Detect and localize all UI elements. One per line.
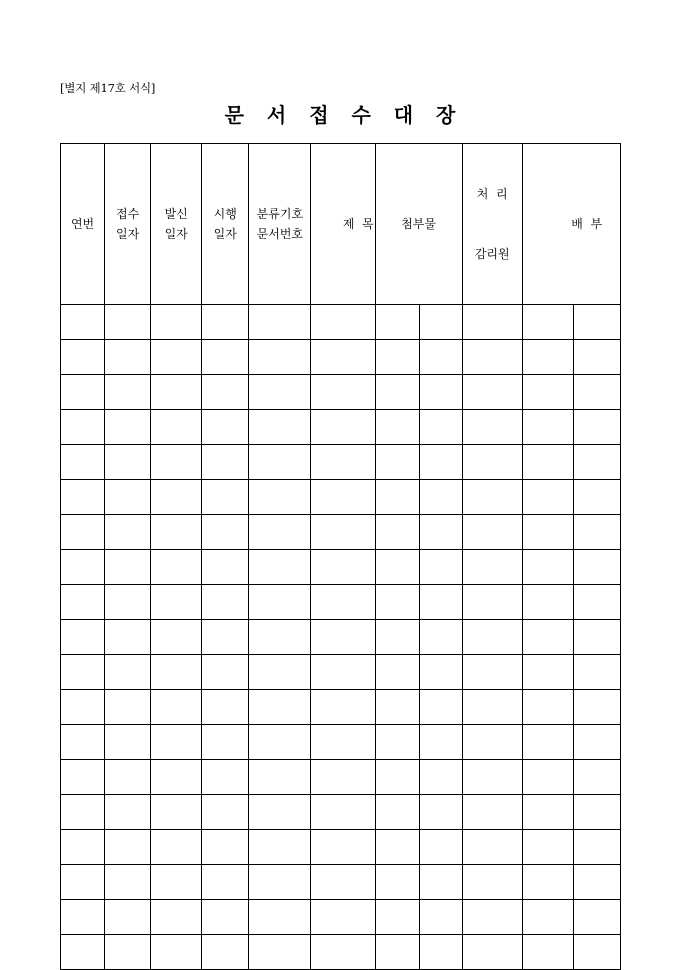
table-cell[interactable]: [105, 690, 151, 725]
table-row: [61, 795, 621, 830]
table-cell[interactable]: [311, 340, 375, 375]
table-cell[interactable]: [419, 935, 462, 970]
table-cell[interactable]: [522, 865, 573, 900]
header-effective-date: [202, 144, 249, 305]
table-cell[interactable]: [202, 620, 249, 655]
table-cell[interactable]: [419, 760, 462, 795]
table-cell[interactable]: [61, 305, 105, 340]
table-cell[interactable]: [249, 725, 311, 760]
table-cell[interactable]: [462, 865, 522, 900]
table-row: [61, 900, 621, 935]
table-cell[interactable]: [311, 410, 375, 445]
table-cell[interactable]: [249, 410, 311, 445]
table-cell[interactable]: [419, 515, 462, 550]
table-cell[interactable]: [105, 795, 151, 830]
table-cell[interactable]: [311, 550, 375, 585]
table-cell[interactable]: [202, 830, 249, 865]
header-subject: [311, 144, 375, 305]
table-cell[interactable]: [249, 515, 311, 550]
table-cell[interactable]: [61, 340, 105, 375]
table-cell[interactable]: [311, 725, 375, 760]
table-cell[interactable]: [573, 900, 620, 935]
table-cell[interactable]: [462, 795, 522, 830]
table-cell[interactable]: [105, 830, 151, 865]
table-cell[interactable]: [375, 620, 419, 655]
table-cell[interactable]: [462, 655, 522, 690]
table-cell[interactable]: [311, 655, 375, 690]
table-cell[interactable]: [202, 690, 249, 725]
table-cell[interactable]: [522, 620, 573, 655]
table-row: [61, 550, 621, 585]
table-cell[interactable]: [151, 515, 202, 550]
table-row: [61, 585, 621, 620]
table-cell[interactable]: [462, 550, 522, 585]
table-cell[interactable]: [249, 620, 311, 655]
table-cell[interactable]: [419, 550, 462, 585]
table-cell[interactable]: [151, 620, 202, 655]
table-cell[interactable]: [522, 305, 573, 340]
table-cell[interactable]: [151, 480, 202, 515]
table-cell[interactable]: [202, 655, 249, 690]
table-cell[interactable]: [151, 725, 202, 760]
table-cell[interactable]: [61, 620, 105, 655]
table-cell[interactable]: [573, 375, 620, 410]
table-cell[interactable]: [202, 515, 249, 550]
table-cell[interactable]: [573, 515, 620, 550]
table-cell[interactable]: [573, 935, 620, 970]
table-cell[interactable]: [419, 410, 462, 445]
table-cell[interactable]: [202, 445, 249, 480]
table-cell[interactable]: [462, 410, 522, 445]
table-row: [61, 305, 621, 340]
table-cell[interactable]: [105, 585, 151, 620]
header-sent-date-line1: 발신: [164, 207, 188, 221]
table-cell[interactable]: [311, 620, 375, 655]
table-cell[interactable]: [202, 760, 249, 795]
table-cell[interactable]: [202, 480, 249, 515]
table-cell[interactable]: [61, 900, 105, 935]
table-cell[interactable]: [151, 690, 202, 725]
table-cell[interactable]: [573, 445, 620, 480]
table-cell[interactable]: [202, 340, 249, 375]
table-cell[interactable]: [462, 830, 522, 865]
table-cell[interactable]: [61, 725, 105, 760]
table-cell[interactable]: [151, 830, 202, 865]
form-number-label: [별지 제17호 서식]: [60, 81, 156, 95]
table-cell[interactable]: [151, 655, 202, 690]
table-cell[interactable]: [61, 830, 105, 865]
table-cell[interactable]: [311, 375, 375, 410]
table-cell[interactable]: [419, 445, 462, 480]
table-cell[interactable]: [202, 410, 249, 445]
table-cell[interactable]: [375, 900, 419, 935]
table-cell[interactable]: [202, 795, 249, 830]
table-cell[interactable]: [522, 585, 573, 620]
table-cell[interactable]: [311, 865, 375, 900]
table-cell[interactable]: [61, 690, 105, 725]
table-cell[interactable]: [105, 865, 151, 900]
table-cell[interactable]: [105, 305, 151, 340]
header-classification-line2: 문서번호: [256, 227, 304, 241]
table-cell[interactable]: [202, 375, 249, 410]
table-cell[interactable]: [375, 410, 419, 445]
table-cell[interactable]: [249, 480, 311, 515]
document-title: 문 서 접 수 대 장: [224, 103, 464, 127]
table-cell[interactable]: [249, 690, 311, 725]
table-cell[interactable]: [375, 445, 419, 480]
table-cell[interactable]: [249, 550, 311, 585]
table-cell[interactable]: [462, 445, 522, 480]
table-cell[interactable]: [311, 480, 375, 515]
table-cell[interactable]: [249, 655, 311, 690]
table-cell[interactable]: [573, 865, 620, 900]
table-cell[interactable]: [375, 340, 419, 375]
table-cell[interactable]: [522, 515, 573, 550]
table-cell[interactable]: [249, 760, 311, 795]
table-cell[interactable]: [462, 690, 522, 725]
table-cell[interactable]: [61, 445, 105, 480]
header-serial-number: [61, 144, 105, 305]
table-cell[interactable]: [375, 550, 419, 585]
table-cell[interactable]: [522, 375, 573, 410]
table-cell[interactable]: [249, 830, 311, 865]
table-cell[interactable]: [311, 900, 375, 935]
table-cell[interactable]: [462, 375, 522, 410]
header-receipt-date-line1: 접수: [116, 207, 140, 221]
table-cell[interactable]: [522, 550, 573, 585]
table-cell[interactable]: [522, 935, 573, 970]
table-cell[interactable]: [375, 305, 419, 340]
document-receipt-register-table: [60, 143, 621, 970]
table-cell[interactable]: [522, 690, 573, 725]
header-receipt-date: [105, 144, 151, 305]
table-cell[interactable]: [522, 410, 573, 445]
table-cell[interactable]: [375, 655, 419, 690]
table-cell[interactable]: [522, 725, 573, 760]
table-cell[interactable]: [375, 375, 419, 410]
table-cell[interactable]: [61, 795, 105, 830]
table-cell[interactable]: [573, 795, 620, 830]
table-cell[interactable]: [375, 515, 419, 550]
table-cell[interactable]: [151, 585, 202, 620]
table-row: [61, 410, 621, 445]
table-cell[interactable]: [61, 410, 105, 445]
table-cell[interactable]: [522, 445, 573, 480]
table-cell[interactable]: [419, 865, 462, 900]
header-distribution-label: 배 부: [571, 217, 603, 231]
table-cell[interactable]: [573, 725, 620, 760]
table-cell[interactable]: [375, 480, 419, 515]
table-cell[interactable]: [375, 865, 419, 900]
table-cell[interactable]: [462, 725, 522, 760]
table-cell[interactable]: [462, 620, 522, 655]
table-cell[interactable]: [151, 305, 202, 340]
table-cell[interactable]: [419, 305, 462, 340]
table-cell[interactable]: [249, 585, 311, 620]
table-cell[interactable]: [311, 515, 375, 550]
table-cell[interactable]: [249, 935, 311, 970]
header-subject-label: 제 목: [342, 217, 374, 231]
table-cell[interactable]: [202, 725, 249, 760]
table-cell[interactable]: [105, 515, 151, 550]
table-cell[interactable]: [311, 935, 375, 970]
table-cell[interactable]: [573, 760, 620, 795]
header-processing-supervisor: [462, 144, 522, 305]
table-cell[interactable]: [462, 935, 522, 970]
table-cell[interactable]: [61, 760, 105, 795]
table-cell[interactable]: [105, 410, 151, 445]
table-cell[interactable]: [105, 935, 151, 970]
table-row: [61, 480, 621, 515]
table-cell[interactable]: [522, 795, 573, 830]
table-cell[interactable]: [61, 585, 105, 620]
header-classification-line1: 분류기호: [256, 207, 304, 221]
table-cell[interactable]: [105, 550, 151, 585]
table-cell[interactable]: [105, 760, 151, 795]
table-cell[interactable]: [151, 900, 202, 935]
table-cell[interactable]: [573, 690, 620, 725]
table-cell[interactable]: [462, 900, 522, 935]
table-cell[interactable]: [249, 900, 311, 935]
header-row: [61, 144, 621, 305]
table-cell[interactable]: [522, 480, 573, 515]
table-cell[interactable]: [375, 935, 419, 970]
table-cell[interactable]: [375, 760, 419, 795]
table-cell[interactable]: [202, 935, 249, 970]
table-cell[interactable]: [462, 585, 522, 620]
table-cell[interactable]: [61, 655, 105, 690]
table-cell[interactable]: [311, 690, 375, 725]
table-cell[interactable]: [61, 515, 105, 550]
header-classification: [249, 144, 311, 305]
table-cell[interactable]: [375, 795, 419, 830]
table-cell[interactable]: [151, 410, 202, 445]
table-cell[interactable]: [573, 340, 620, 375]
table-cell[interactable]: [61, 375, 105, 410]
table-cell[interactable]: [311, 445, 375, 480]
table-row: [61, 865, 621, 900]
table-row: [61, 690, 621, 725]
table-cell[interactable]: [573, 305, 620, 340]
table-cell[interactable]: [311, 795, 375, 830]
table-cell[interactable]: [151, 340, 202, 375]
header-sent-date: [151, 144, 202, 305]
table-cell[interactable]: [61, 480, 105, 515]
table-cell[interactable]: [522, 900, 573, 935]
table-cell[interactable]: [375, 725, 419, 760]
table-cell[interactable]: [151, 865, 202, 900]
table-cell[interactable]: [151, 760, 202, 795]
table-cell[interactable]: [311, 585, 375, 620]
register-body: [61, 305, 621, 970]
table-row: [61, 655, 621, 690]
table-cell[interactable]: [419, 690, 462, 725]
header-sent-date-line2: 일자: [164, 227, 188, 241]
table-cell[interactable]: [522, 760, 573, 795]
table-cell[interactable]: [522, 340, 573, 375]
table-cell[interactable]: [375, 690, 419, 725]
table-cell[interactable]: [151, 795, 202, 830]
table-cell[interactable]: [419, 585, 462, 620]
header-processing-line1: 처 리: [476, 187, 508, 201]
table-cell[interactable]: [105, 725, 151, 760]
table-cell[interactable]: [105, 480, 151, 515]
header-receipt-date-line2: 일자: [116, 227, 140, 241]
table-row: [61, 935, 621, 970]
table-cell[interactable]: [249, 445, 311, 480]
table-cell[interactable]: [202, 900, 249, 935]
table-row: [61, 515, 621, 550]
table-cell[interactable]: [419, 655, 462, 690]
table-row: [61, 725, 621, 760]
table-cell[interactable]: [462, 515, 522, 550]
header-attachments: [375, 144, 462, 305]
table-cell[interactable]: [249, 865, 311, 900]
table-row: [61, 340, 621, 375]
table-cell[interactable]: [522, 655, 573, 690]
table-cell[interactable]: [462, 305, 522, 340]
table-cell[interactable]: [375, 830, 419, 865]
table-cell[interactable]: [105, 900, 151, 935]
table-cell[interactable]: [419, 340, 462, 375]
table-cell[interactable]: [61, 935, 105, 970]
table-cell[interactable]: [419, 830, 462, 865]
table-row: [61, 830, 621, 865]
header-effective-date-line2: 일자: [213, 227, 237, 241]
table-cell[interactable]: [375, 585, 419, 620]
table-cell[interactable]: [573, 655, 620, 690]
table-cell[interactable]: [573, 585, 620, 620]
table-cell[interactable]: [61, 865, 105, 900]
table-cell[interactable]: [311, 830, 375, 865]
table-cell[interactable]: [419, 795, 462, 830]
header-distribution: [522, 144, 620, 305]
table-cell[interactable]: [573, 480, 620, 515]
table-cell[interactable]: [419, 620, 462, 655]
table-cell[interactable]: [249, 795, 311, 830]
table-cell[interactable]: [151, 550, 202, 585]
table-cell[interactable]: [151, 375, 202, 410]
table-cell[interactable]: [151, 935, 202, 970]
table-cell[interactable]: [462, 340, 522, 375]
table-row: [61, 445, 621, 480]
table-cell[interactable]: [202, 305, 249, 340]
table-cell[interactable]: [573, 550, 620, 585]
table-cell[interactable]: [573, 410, 620, 445]
table-cell[interactable]: [462, 480, 522, 515]
table-cell[interactable]: [105, 655, 151, 690]
table-cell[interactable]: [105, 375, 151, 410]
table-cell[interactable]: [249, 375, 311, 410]
table-cell[interactable]: [419, 375, 462, 410]
table-cell[interactable]: [202, 585, 249, 620]
table-cell[interactable]: [522, 830, 573, 865]
header-serial-number-label: 연번: [70, 217, 95, 231]
table-cell[interactable]: [311, 305, 375, 340]
header-effective-date-line1: 시행: [213, 207, 237, 221]
table-row: [61, 620, 621, 655]
table-cell[interactable]: [105, 620, 151, 655]
table-cell[interactable]: [151, 445, 202, 480]
table-cell[interactable]: [311, 760, 375, 795]
table-cell[interactable]: [202, 865, 249, 900]
table-cell[interactable]: [419, 725, 462, 760]
table-cell[interactable]: [105, 340, 151, 375]
table-cell[interactable]: [419, 480, 462, 515]
header-attachments-label: 첨부물: [401, 217, 436, 231]
table-cell[interactable]: [249, 340, 311, 375]
table-cell[interactable]: [419, 900, 462, 935]
header-processing-line2: 감리원: [474, 247, 510, 261]
table-cell[interactable]: [105, 445, 151, 480]
table-cell[interactable]: [573, 620, 620, 655]
table-cell[interactable]: [61, 550, 105, 585]
table-cell[interactable]: [462, 760, 522, 795]
table-cell[interactable]: [249, 305, 311, 340]
table-cell[interactable]: [573, 830, 620, 865]
table-row: [61, 760, 621, 795]
table-cell[interactable]: [202, 550, 249, 585]
table-row: [61, 375, 621, 410]
